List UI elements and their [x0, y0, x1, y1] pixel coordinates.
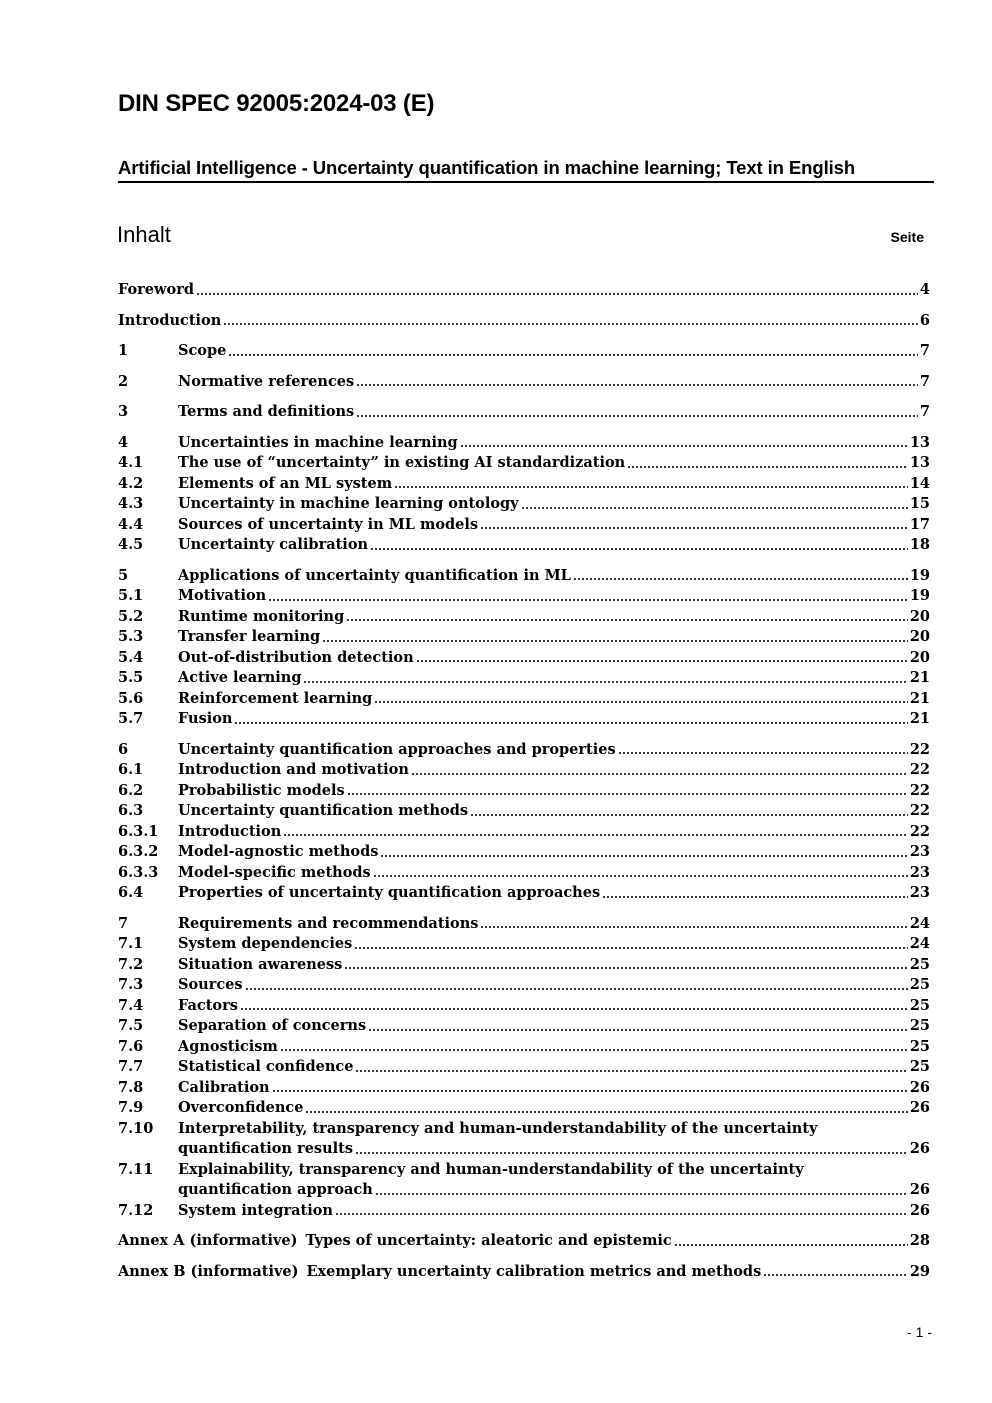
toc-entry[interactable]	[118, 453, 930, 474]
toc-leader-dots	[627, 465, 908, 469]
toc-entry[interactable]	[118, 801, 930, 822]
toc-entry-page: 22	[909, 761, 930, 778]
toc-leader-dots	[374, 700, 908, 704]
toc-entry-page: 4	[919, 281, 930, 298]
toc-leader-dots	[355, 1151, 908, 1155]
toc-entry-continuation[interactable]	[118, 1139, 930, 1160]
toc-leader-dots	[234, 721, 907, 725]
toc-entry[interactable]	[118, 934, 930, 955]
toc-entry[interactable]	[118, 372, 930, 393]
toc-leader-dots	[272, 1089, 908, 1093]
toc-entry[interactable]	[118, 740, 930, 761]
toc-annex-entry[interactable]	[118, 1231, 930, 1252]
toc-leader-dots	[573, 577, 908, 581]
toc-entry-title: Foreword	[118, 281, 194, 298]
toc-entry[interactable]	[118, 760, 930, 781]
toc-entry-number: 3	[118, 403, 129, 420]
toc-leader-dots	[335, 1212, 908, 1216]
toc-leader-dots	[602, 895, 908, 899]
toc-entry-number: 7.6	[118, 1037, 144, 1055]
toc-entry-page: 13	[909, 454, 930, 471]
toc-entry-page: 17	[909, 515, 930, 533]
toc-entry[interactable]	[118, 1078, 930, 1099]
toc-entry-title: Model-agnostic methods	[178, 843, 379, 860]
toc-entry-page: 7	[919, 372, 930, 390]
toc-leader-dots	[245, 987, 908, 991]
toc-entry-number: 4.3	[118, 495, 144, 512]
toc-entry-page: 19	[909, 566, 930, 584]
toc-leader-dots	[303, 680, 907, 684]
toc-leader-dots	[347, 792, 908, 796]
toc-entry-page: 22	[909, 802, 930, 819]
toc-entry[interactable]	[118, 566, 930, 587]
toc-entry-page: 25	[909, 955, 930, 973]
toc-leader-dots	[228, 353, 918, 357]
document-title: Artificial Intelligence - Uncertainty quantification in machine learning; Text in English	[118, 157, 934, 183]
toc-entry-title: Motivation	[178, 587, 267, 604]
toc-entry-number: 7.11	[118, 1160, 154, 1178]
toc-entry-title: Uncertainty in machine learning ontology	[178, 495, 519, 512]
toc-leader-dots	[196, 292, 918, 296]
toc-entry-number: 5.3	[118, 628, 144, 645]
toc-entry-number: 5.2	[118, 607, 144, 625]
toc-annex-label: Annex A (informative)	[118, 1232, 298, 1249]
toc-entry[interactable]	[118, 311, 930, 332]
toc-entry-number: 6.4	[118, 884, 144, 901]
toc-entry-title: Active learning	[178, 669, 302, 686]
toc-entry-number: 4.4	[118, 515, 144, 533]
toc-entry-title: Sources of uncertainty in ML models	[178, 515, 479, 533]
toc-entry-page: 23	[909, 843, 930, 860]
toc-entry-number: 5.5	[118, 669, 144, 686]
toc-entry-page: 19	[909, 587, 930, 604]
toc-leader-dots	[356, 383, 918, 387]
toc-entry-page: 22	[909, 781, 930, 799]
toc-entry-page: 22	[909, 822, 930, 840]
toc-entry-title: Statistical confidence	[178, 1058, 354, 1075]
toc-entry-title: Runtime monitoring	[178, 607, 345, 625]
toc-entry-title: Terms and definitions	[178, 403, 355, 420]
toc-entry-title: Sources	[178, 976, 243, 993]
toc-entry-title: Situation awareness	[178, 955, 343, 973]
toc-entry-page: 26	[909, 1201, 930, 1219]
toc-entry-number: 5.7	[118, 710, 144, 727]
page-column-label: Seite	[890, 229, 924, 245]
toc-entry-page: 21	[909, 710, 930, 727]
toc-entry-title: Introduction and motivation	[178, 761, 409, 778]
toc-entry[interactable]	[118, 515, 930, 536]
toc-leader-dots	[460, 444, 908, 448]
toc-entry-page: 23	[909, 863, 930, 881]
toc-leader-dots	[380, 854, 907, 858]
toc-entry-page: 7	[919, 403, 930, 420]
toc-leader-dots	[480, 526, 908, 530]
toc-leader-dots	[344, 966, 907, 970]
toc-entry[interactable]	[118, 996, 930, 1017]
toc-leader-dots	[355, 1069, 907, 1073]
toc-entry-page: 6	[919, 311, 930, 329]
contents-heading: Inhalt	[117, 222, 171, 247]
toc-entry[interactable]	[118, 781, 930, 802]
toc-entry-title: Exemplary uncertainty calibration metrics and methods	[306, 1262, 762, 1280]
toc-leader-dots	[674, 1243, 908, 1247]
toc-entry-number: 7.7	[118, 1058, 144, 1075]
toc-entry-page: 25	[909, 1058, 930, 1075]
toc-entry[interactable]	[118, 402, 930, 423]
toc-entry-title: Uncertainties in machine learning	[178, 433, 458, 451]
table-of-contents	[118, 280, 930, 1282]
toc-entry-title-continued: quantification approach	[178, 1181, 373, 1198]
toc-entry-continuation[interactable]	[118, 1180, 930, 1201]
toc-entry-page: 20	[909, 607, 930, 625]
toc-entry-page: 25	[909, 996, 930, 1014]
toc-entry[interactable]	[118, 1119, 930, 1140]
toc-entry-title: System integration	[178, 1201, 333, 1219]
toc-entry-page: 14	[909, 474, 930, 492]
toc-entry-title: Interpretability, transparency and human-understandability of the uncertainty	[178, 1119, 818, 1137]
toc-entry-title-continued: quantification results	[178, 1140, 353, 1157]
toc-entry-number: 7.10	[118, 1119, 154, 1137]
toc-entry-title: Types of uncertainty: aleatoric and epistemic	[305, 1232, 672, 1249]
toc-entry-page: 25	[909, 1037, 930, 1055]
toc-leader-dots	[322, 639, 908, 643]
toc-entry-page: 13	[909, 433, 930, 451]
toc-entry-title: Calibration	[178, 1078, 270, 1096]
toc-leader-dots	[240, 1007, 908, 1011]
toc-leader-dots	[268, 598, 908, 602]
toc-leader-dots	[375, 1192, 908, 1196]
toc-entry-title: Probabilistic models	[178, 781, 345, 799]
toc-entry-page: 21	[909, 669, 930, 686]
toc-entry-number: 7	[118, 914, 129, 932]
toc-entry[interactable]	[118, 842, 930, 863]
toc-entry-number: 6	[118, 740, 129, 758]
toc-entry-number: 6.3.2	[118, 843, 159, 860]
toc-annex-label: Annex B (informative)	[118, 1262, 299, 1280]
toc-leader-dots	[356, 414, 918, 418]
toc-entry-title: Requirements and recommendations	[178, 914, 479, 932]
toc-leader-dots	[373, 874, 908, 878]
toc-entry-number: 5.6	[118, 689, 144, 707]
toc-entry-number: 2	[118, 372, 129, 390]
toc-entry-page: 22	[909, 740, 930, 758]
toc-entry-title: Out-of-distribution detection	[178, 648, 414, 666]
toc-entry-number: 4.5	[118, 536, 144, 553]
toc-leader-dots	[368, 1028, 908, 1032]
toc-entry-title: Introduction	[118, 311, 222, 329]
toc-entry[interactable]	[118, 822, 930, 843]
toc-entry-title: Factors	[178, 996, 238, 1014]
toc-entry[interactable]	[118, 689, 930, 710]
toc-entry-title: Uncertainty calibration	[178, 536, 369, 553]
toc-leader-dots	[480, 925, 907, 929]
toc-leader-dots	[283, 833, 908, 837]
toc-entry-page: 18	[909, 536, 930, 553]
toc-entry[interactable]	[118, 433, 930, 454]
toc-entry[interactable]	[118, 494, 930, 515]
toc-entry[interactable]	[118, 474, 930, 495]
toc-entry-page: 23	[909, 884, 930, 901]
toc-entry-number: 7.1	[118, 935, 144, 952]
toc-entry[interactable]	[118, 341, 930, 362]
toc-leader-dots	[763, 1273, 908, 1277]
toc-entry[interactable]	[118, 914, 930, 935]
toc-entry[interactable]	[118, 535, 930, 556]
toc-entry[interactable]	[118, 627, 930, 648]
toc-entry[interactable]	[118, 975, 930, 996]
toc-leader-dots	[305, 1110, 907, 1114]
toc-leader-dots	[411, 772, 908, 776]
document-id: DIN SPEC 92005:2024-03 (E)	[118, 90, 435, 117]
toc-entry-title: Model-specific methods	[178, 863, 371, 881]
toc-entry-number: 4.1	[118, 454, 144, 471]
toc-entry-number: 1	[118, 342, 129, 359]
toc-entry-number: 7.2	[118, 955, 144, 973]
toc-entry[interactable]	[118, 709, 930, 730]
toc-entry-number: 7.9	[118, 1099, 144, 1116]
toc-entry[interactable]	[118, 863, 930, 884]
toc-entry[interactable]	[118, 1037, 930, 1058]
toc-entry-number: 7.3	[118, 976, 144, 993]
toc-annex-entry[interactable]	[118, 1262, 930, 1283]
toc-leader-dots	[370, 547, 908, 551]
toc-entry-number: 7.4	[118, 996, 144, 1014]
toc-entry-page: 28	[909, 1232, 930, 1249]
toc-entry[interactable]	[118, 648, 930, 669]
toc-entry-number: 6.1	[118, 761, 144, 778]
toc-entry[interactable]	[118, 668, 930, 689]
toc-leader-dots	[416, 659, 908, 663]
toc-entry-title: Normative references	[178, 372, 355, 390]
toc-entry-number: 6.3.3	[118, 863, 159, 881]
toc-leader-dots	[470, 813, 908, 817]
toc-entry-title: Applications of uncertainty quantification in ML	[178, 566, 571, 584]
page-number: - 1 -	[907, 1324, 932, 1340]
toc-entry-title: Fusion	[178, 710, 233, 727]
toc-entry[interactable]	[118, 1098, 930, 1119]
toc-entry-number: 6.2	[118, 781, 144, 799]
toc-entry-page: 20	[909, 648, 930, 666]
toc-entry-page: 24	[909, 914, 930, 932]
toc-entry[interactable]	[118, 1201, 930, 1222]
toc-entry-title: Introduction	[178, 822, 282, 840]
toc-entry-page: 24	[909, 935, 930, 952]
toc-entry-number: 7.5	[118, 1017, 144, 1034]
toc-leader-dots	[618, 751, 908, 755]
toc-entry-title: Elements of an ML system	[178, 474, 393, 492]
toc-entry-page: 25	[909, 976, 930, 993]
toc-entry-page: 26	[909, 1181, 930, 1198]
toc-entry-page: 26	[909, 1099, 930, 1116]
toc-entry-page: 21	[909, 689, 930, 707]
toc-entry-title: Uncertainty quantification approaches and properties	[178, 740, 616, 758]
toc-entry-page: 25	[909, 1017, 930, 1034]
toc-entry-number: 5	[118, 566, 129, 584]
toc-entry-page: 26	[909, 1140, 930, 1157]
toc-leader-dots	[394, 485, 908, 489]
toc-entry-number: 7.8	[118, 1078, 144, 1096]
toc-entry-title: Transfer learning	[178, 628, 321, 645]
toc-entry-number: 6.3.1	[118, 822, 159, 840]
toc-entry-title: Uncertainty quantification methods	[178, 802, 469, 819]
toc-entry-title: The use of “uncertainty” in existing AI standardization	[178, 454, 626, 471]
toc-leader-dots	[346, 618, 908, 622]
toc-entry-number: 4	[118, 433, 129, 451]
toc-entry-page: 15	[909, 495, 930, 512]
toc-entry-page: 26	[909, 1078, 930, 1096]
toc-leader-dots	[280, 1048, 908, 1052]
toc-entry[interactable]	[118, 1160, 930, 1181]
toc-leader-dots	[223, 322, 918, 326]
toc-entry-number: 5.1	[118, 587, 144, 604]
toc-entry-page: 20	[909, 628, 930, 645]
toc-entry-title: Overconfidence	[178, 1099, 304, 1116]
toc-entry[interactable]	[118, 586, 930, 607]
toc-entry-title: Properties of uncertainty quantification approaches	[178, 884, 601, 901]
toc-leader-dots	[521, 506, 908, 510]
toc-entry-page: 29	[909, 1262, 930, 1280]
toc-entry-page: 7	[919, 342, 930, 359]
toc-entry-title: Agnosticism	[178, 1037, 278, 1055]
toc-entry[interactable]	[118, 883, 930, 904]
toc-entry[interactable]	[118, 955, 930, 976]
toc-entry-title: Reinforcement learning	[178, 689, 373, 707]
toc-entry[interactable]	[118, 1016, 930, 1037]
toc-entry-number: 6.3	[118, 802, 144, 819]
toc-entry[interactable]	[118, 607, 930, 628]
toc-entry-number: 5.4	[118, 648, 144, 666]
toc-entry-title: Separation of concerns	[178, 1017, 367, 1034]
toc-entry-title: Explainability, transparency and human-understandability of the uncertainty	[178, 1160, 804, 1178]
toc-leader-dots	[354, 946, 908, 950]
toc-entry[interactable]	[118, 280, 930, 301]
toc-entry-title: Scope	[178, 342, 227, 359]
toc-entry-number: 7.12	[118, 1201, 154, 1219]
toc-entry-number: 4.2	[118, 474, 144, 492]
toc-entry-title: System dependencies	[178, 935, 353, 952]
toc-entry[interactable]	[118, 1057, 930, 1078]
